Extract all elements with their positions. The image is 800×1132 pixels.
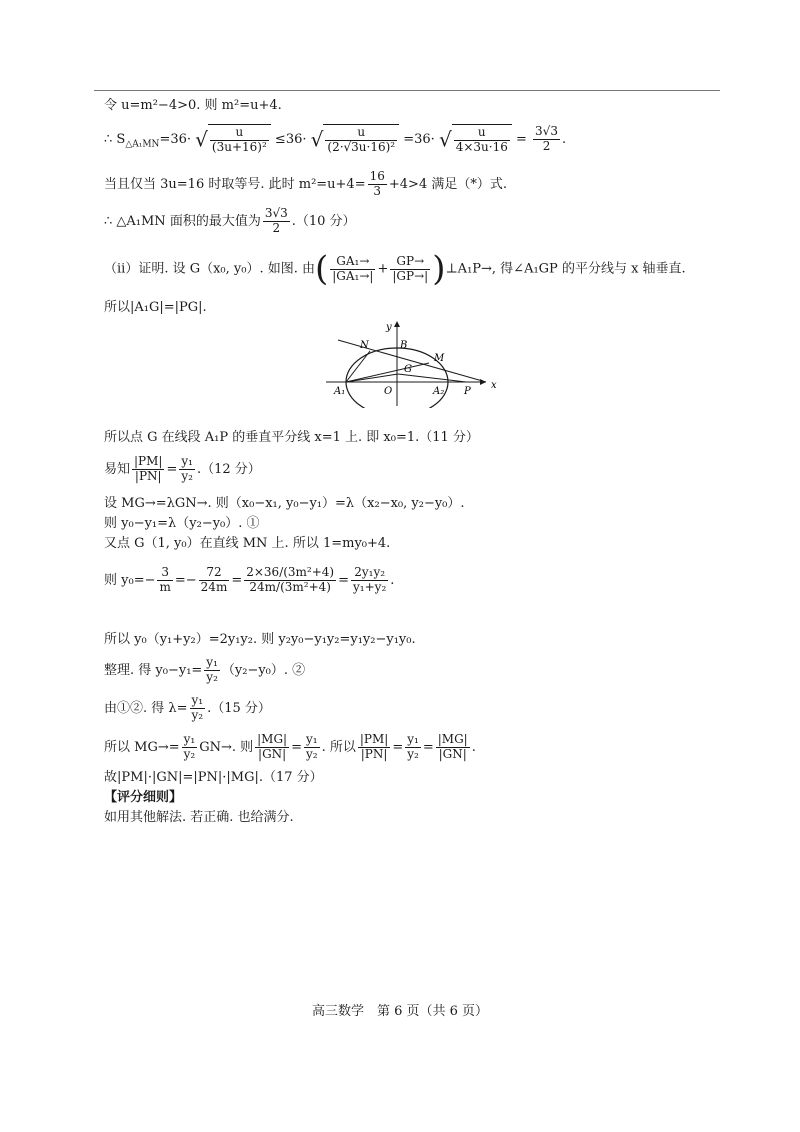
segment-gp bbox=[398, 374, 466, 382]
line-12-b: . bbox=[390, 572, 395, 588]
line-16-n6: |MG| bbox=[437, 732, 468, 746]
line-4-den: 2 bbox=[272, 220, 281, 235]
line-12-big-top: 2×36/(3m²+4) bbox=[246, 565, 335, 579]
line-8-den2: y₂ bbox=[181, 468, 193, 483]
radical-3-num: u bbox=[454, 126, 510, 141]
ga1-den: |GA₁→| bbox=[332, 268, 374, 283]
line-8-a: 易知 bbox=[104, 461, 131, 477]
line-16-d6: |GN| bbox=[438, 746, 467, 761]
line-16-n5: y₁ bbox=[407, 732, 419, 746]
line-16-g: . bbox=[471, 739, 476, 755]
line-5-a: （ii）证明. 设 G（x₀, y₀）. 如图. 由 bbox=[104, 261, 315, 277]
label-p: P bbox=[464, 386, 471, 397]
line-8-num2: y₁ bbox=[181, 454, 193, 468]
equals-36: =36· bbox=[159, 131, 192, 147]
answer-den: 2 bbox=[542, 138, 551, 153]
line-4-fraction bbox=[263, 207, 290, 236]
line-12-frac-2 bbox=[199, 566, 230, 595]
label-y: y bbox=[386, 322, 392, 333]
line-16-d2: |GN| bbox=[258, 746, 287, 761]
line-3-a: 当且仅当 3u=16 时取等号. 此时 m²=u+4= bbox=[104, 176, 366, 192]
line-12-f4d: y₁+y₂ bbox=[353, 579, 387, 594]
line-8-frac-1 bbox=[132, 455, 164, 484]
radical-1-den: (3u+16)² bbox=[211, 139, 267, 154]
text-line-16 bbox=[104, 733, 476, 762]
text-line-7: 所以点 G 在线段 A₁P 的垂直平分线 x=1 上. 即 x₀=1.（11 分） bbox=[104, 430, 479, 445]
line-3-num: 16 bbox=[369, 169, 385, 183]
less-equal-36: ≤36· bbox=[274, 131, 307, 147]
line-12-f2d: 24m bbox=[200, 579, 228, 594]
line-8-frac-2 bbox=[179, 455, 195, 484]
page-footer: 高三数学 第 6 页（共 6 页） bbox=[311, 1004, 489, 1019]
line-8-eq: = bbox=[166, 461, 178, 477]
gp-num: GP→ bbox=[390, 255, 430, 270]
line-4-b: .（10 分） bbox=[291, 213, 356, 229]
line-12-f1d: m bbox=[159, 579, 171, 594]
line-3-b: +4>4 满足（*）式. bbox=[388, 176, 507, 192]
line-16-frac-4 bbox=[358, 733, 390, 762]
line-4-num: 3√3 bbox=[264, 206, 288, 220]
segment-a1g bbox=[346, 374, 398, 382]
line-4-a: ∴ △A₁MN 面积的最大值为 bbox=[104, 213, 261, 229]
answer-num: 3√3 bbox=[535, 124, 558, 138]
area-symbol: ∴ S bbox=[104, 131, 126, 147]
radical-3-den: 4×3u·16 bbox=[455, 139, 508, 154]
text-line-10: 则 y₀−y₁=λ（y₂−y₀）. ① bbox=[104, 516, 260, 531]
line-15-b: .（15 分） bbox=[207, 700, 271, 716]
line-16-d: . 所以 bbox=[321, 739, 356, 755]
line-15-frac bbox=[190, 694, 206, 723]
text-line-11: 又点 G（1, y₀）在直线 MN 上. 所以 1=my₀+4. bbox=[104, 536, 391, 551]
line-15-den: y₂ bbox=[191, 707, 204, 722]
area-subscript: △A₁MN bbox=[125, 139, 160, 150]
text-line-14 bbox=[104, 656, 305, 685]
text-line-2: ∴ $S_{\triangle A_1MN}=36\cdot$ √ $\frac{u}{\text{(3u+16)²}}$ ≤36· √ $\frac{u}{\text{(2·√3u·16)²}}$ =36· √ $\frac{u}{4\times 3u\cdot 16}$ = $\frac{3√3}{2}$ . bbox=[104, 124, 567, 154]
answer-fraction bbox=[533, 125, 560, 154]
line-16-e: = bbox=[392, 739, 404, 755]
text-line-15 bbox=[104, 694, 271, 723]
line-16-n1: y₁ bbox=[183, 732, 196, 746]
line-16-n3: y₁ bbox=[306, 732, 318, 746]
line-14-b: （y₂−y₀）. ② bbox=[221, 662, 306, 678]
line-14-num: y₁ bbox=[206, 655, 218, 669]
radical-2-den: (2·√3u·16)² bbox=[327, 139, 396, 154]
label-o: O bbox=[384, 386, 393, 397]
line-8-den: |PN| bbox=[134, 468, 162, 483]
text-line-13: 所以 y₀（y₁+y₂）=2y₁y₂. 则 y₂y₀−y₁y₂=y₁y₂−y₁y₀. bbox=[104, 632, 416, 647]
line-16-n2: |MG| bbox=[257, 732, 288, 746]
text-line-8 bbox=[104, 455, 261, 484]
plus-sign: + bbox=[377, 261, 389, 277]
line-16-d3: y₂ bbox=[306, 746, 318, 761]
line-16-a: 所以 MG→= bbox=[104, 739, 180, 755]
text-line-9: 设 MG→=λGN→. 则（x₀−x₁, y₀−y₁）=λ（x₂−x₀, y₂−y₀）. bbox=[104, 496, 465, 511]
line-12-big-bot: 24m/(3m²+4) bbox=[249, 579, 331, 594]
label-a1: A₁ bbox=[334, 386, 346, 397]
radical-2-num: u bbox=[325, 126, 397, 141]
line-12-eq: = bbox=[231, 572, 243, 588]
grading-rules-heading: 【评分细则】 bbox=[104, 790, 183, 805]
text-line-12 bbox=[104, 566, 394, 595]
line-3-fraction bbox=[368, 170, 387, 199]
line-16-b: GN→. 则 bbox=[199, 739, 254, 755]
text-line-6: 所以|A₁G|=|PG|. bbox=[104, 300, 207, 315]
line-12-eqm: =− bbox=[174, 572, 197, 588]
equals: = bbox=[516, 131, 527, 147]
line-16-d5: y₂ bbox=[407, 746, 419, 761]
line-8-num: |PM| bbox=[134, 454, 163, 468]
text-line-17: 故|PM|·|GN|=|PN|·|MG|.（17 分） bbox=[104, 770, 323, 785]
line-14-den: y₂ bbox=[206, 669, 218, 684]
unit-vector-ga1 bbox=[330, 255, 375, 284]
line-16-frac-1 bbox=[182, 733, 198, 762]
line-16-frac-2 bbox=[255, 733, 289, 762]
radical-2: √ $\frac{u}{\text{(2·√3u·16)²}}$ bbox=[311, 124, 399, 155]
radical-1: √ $\frac{u}{\text{(3u+16)²}}$ bbox=[195, 124, 271, 155]
right-paren: ) bbox=[432, 249, 446, 289]
line-12-f4n: 2y₁y₂ bbox=[351, 566, 388, 581]
top-rule bbox=[94, 90, 720, 91]
ga1-num: GA₁→ bbox=[330, 255, 375, 270]
label-g: G bbox=[404, 364, 412, 375]
line-12-frac-3 bbox=[244, 566, 336, 595]
label-x: x bbox=[491, 380, 497, 391]
y-axis-arrow bbox=[394, 321, 400, 327]
text-line-3 bbox=[104, 170, 507, 199]
line-5-b: ⊥A₁P→, 得∠A₁GP 的平分线与 x 轴垂直. bbox=[445, 261, 686, 277]
line-12-frac-4 bbox=[351, 566, 388, 595]
line-12-f1n: 3 bbox=[157, 566, 172, 581]
line-12-f2n: 72 bbox=[199, 566, 230, 581]
line-16-frac-5 bbox=[405, 733, 421, 762]
line-8-b: .（12 分） bbox=[196, 461, 261, 477]
line-14-a: 整理. 得 y₀−y₁= bbox=[104, 662, 203, 678]
line-15-num: y₁ bbox=[191, 693, 204, 707]
line-16-d4: |PN| bbox=[360, 746, 388, 761]
line-16-frac-3 bbox=[304, 733, 320, 762]
line-15-a: 由①②. 得 λ= bbox=[104, 700, 188, 716]
gp-den: |GP→| bbox=[392, 268, 429, 283]
text-line-4 bbox=[104, 207, 356, 236]
line-16-d1: y₂ bbox=[183, 746, 196, 761]
line-16-f: = bbox=[422, 739, 434, 755]
label-b: B bbox=[400, 340, 408, 351]
line-16-frac-6 bbox=[436, 733, 470, 762]
label-a2: A₂ bbox=[433, 386, 445, 397]
line-12-a: 则 y₀=− bbox=[104, 572, 156, 588]
line-12-frac-1 bbox=[157, 566, 172, 595]
line-3-den: 3 bbox=[373, 183, 382, 198]
left-paren: ( bbox=[315, 249, 329, 289]
radical-3: √ $\frac{u}{4\times 3u\cdot 16}$ bbox=[439, 124, 512, 155]
text-line-19: 如用其他解法. 若正确. 也给满分. bbox=[104, 810, 294, 825]
label-n: N bbox=[360, 340, 369, 351]
line-12-eq2: = bbox=[338, 572, 350, 588]
text-line-5 bbox=[104, 249, 686, 289]
line-14-frac bbox=[204, 656, 220, 685]
ellipse-figure bbox=[326, 318, 506, 408]
line-16-n4: |PM| bbox=[359, 732, 389, 746]
text-line-1: 令 u=m²−4>0. 则 m²=u+4. bbox=[104, 98, 282, 113]
radical-1-num: u bbox=[210, 126, 269, 141]
unit-vector-gp bbox=[390, 255, 430, 284]
line-16-c: = bbox=[291, 739, 303, 755]
equals-36-b: =36· bbox=[403, 131, 435, 147]
label-m: M bbox=[434, 353, 445, 364]
